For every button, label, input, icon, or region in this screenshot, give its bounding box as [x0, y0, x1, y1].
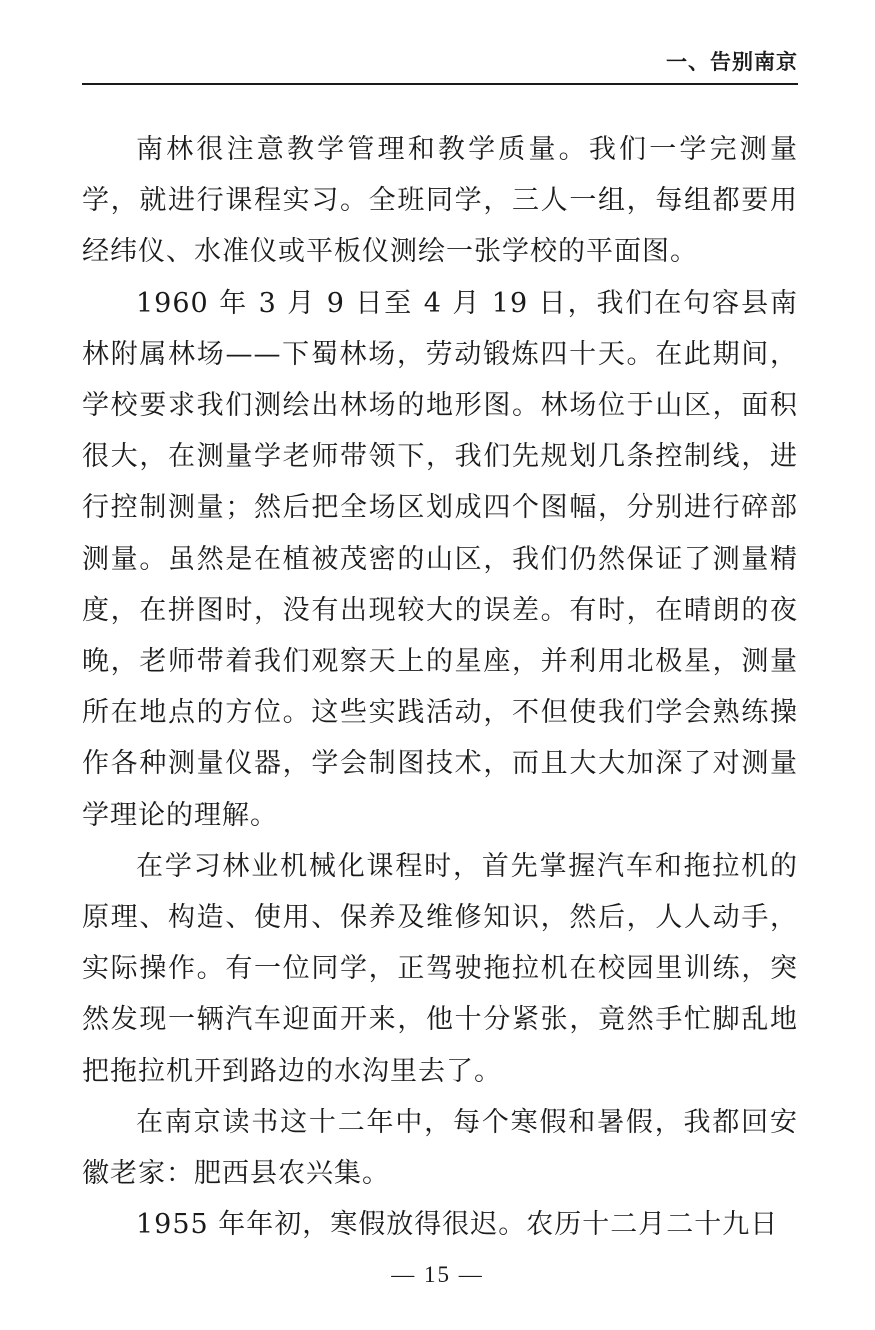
header-divider: [82, 83, 798, 85]
paragraph-1: 南林很注意教学管理和教学质量。我们一学完测量学，就进行课程实习。全班同学，三人一组，每组都要用经纬仪、水准仪或平板仪测绘一张学校的平面图。: [82, 134, 798, 268]
paragraph-4: 在南京读书这十二年中，每个寒假和暑假，我都回安徽老家：肥西县农兴集。: [82, 1106, 798, 1190]
running-head-title: 一、告别南京: [666, 50, 798, 74]
body-text: [82, 124, 798, 1250]
paragraph-5: 1955 年年初，寒假放得很迟。农历十二月二十九日: [136, 1209, 779, 1241]
page-number: — 15 —: [391, 1262, 484, 1287]
paragraph-3: 在学习林业机械化课程时，首先掌握汽车和拖拉机的原理、构造、使用、保养及维修知识，然后，人人动手，实际操作。有一位同学，正驾驶拖拉机在校园里训练，突然发现一辆汽车迎面开来，他十分紧张，竟然手忙脚乱地把拖拉机开到路边的水沟里去了。: [82, 850, 798, 1087]
paragraph-2: 1960 年 3 月 9 日至 4 月 19 日，我们在句容县南林附属林场——下蜀林场，劳动锻炼四十天。在此期间，学校要求我们测绘出林场的地形图。林场位于山区，面积很大，在测量学老师带领下，我们先规划几条控制线，进行控制测量；然后把全场区划成四个图幅，分别进行碎部测量。虽然是在植被茂密的山区，我们仍然保证了测量精度，在拼图时，没有出现较大的误差。有时，在晴朗的夜晚，老师带着我们观察天上的星座，并利用北极星，测量所在地点的方位。这些实践活动，不但使我们学会熟练操作各种测量仪器，学会制图技术，而且大大加深了对测量学理论的理解。: [82, 287, 798, 831]
